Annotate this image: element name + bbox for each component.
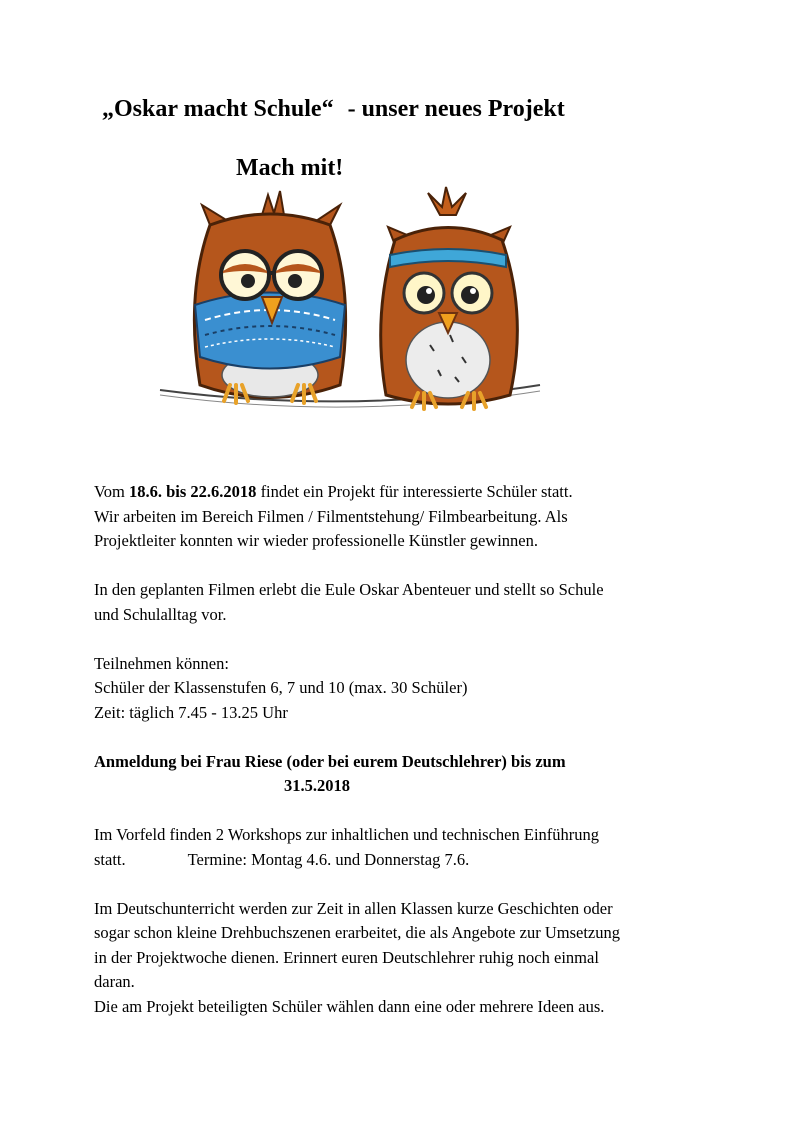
title-project-name: „Oskar macht Schule“ bbox=[102, 96, 334, 122]
paragraph-text: Projektleiter konnten wir wieder professionelle Künstler gewinnen. bbox=[94, 531, 539, 550]
paragraph-text: In den geplanten Filmen erlebt die Eule Oskar Abenteuer und stellt so Schule bbox=[94, 580, 604, 599]
dates-line: Vom 18.6. bis 22.6.2018 findet ein Projekt für interessierte Schüler statt. bbox=[94, 482, 573, 501]
paragraph-text: in der Projektwoche dienen. Erinnert euren Deutschlehrer ruhig noch einmal bbox=[94, 947, 599, 967]
paragraph-text: Die am Projekt beteiligten Schüler wählen dann eine oder mehrere Ideen aus. bbox=[94, 996, 605, 1016]
project-dates: 18.6. bis 22.6.2018 bbox=[129, 482, 257, 501]
paragraph-text: daran. bbox=[94, 972, 135, 991]
page-subtitle: Mach mit! bbox=[236, 155, 344, 181]
paragraph-text: sogar schon kleine Drehbuchszenen erarbeitet, die als Angebote zur Umsetzung bbox=[94, 923, 620, 942]
workshop-dates-line: statt. Termine: Montag 4.6. und Donnerstag 7.6. bbox=[94, 849, 470, 869]
paragraph-text: Im Vorfeld finden 2 Workshops zur inhaltlichen und technischen Einführung bbox=[94, 825, 600, 844]
participation-grades: Schüler der Klassenstufen 6, 7 und 10 (max. 30 Schüler) bbox=[94, 678, 468, 697]
paragraph-text: Im Deutschunterricht werden zur Zeit in allen Klassen kurze Geschichten oder bbox=[94, 898, 613, 918]
owl-oskar bbox=[194, 191, 345, 403]
registration-deadline: 31.5.2018 bbox=[284, 776, 350, 795]
registration-info: Anmeldung bei Frau Riese (oder bei eurem Deutschlehrer) bis zum bbox=[94, 751, 566, 771]
workshop-dates: Termine: Montag 4.6. und Donnerstag 7.6. bbox=[187, 849, 470, 869]
paragraph-text: Wir arbeiten im Bereich Filmen / Filmentstehung/ Filmbearbeitung. Als bbox=[94, 506, 568, 526]
owl-illustration bbox=[150, 185, 550, 435]
document-body bbox=[94, 480, 714, 1019]
owl-friend bbox=[381, 187, 518, 409]
participation-heading: Teilnehmen können: bbox=[94, 653, 229, 673]
title-tagline: - unser neues Projekt bbox=[347, 96, 565, 122]
paragraph-text: und Schulalltag vor. bbox=[94, 604, 227, 624]
participation-time: Zeit: täglich 7.45 - 13.25 Uhr bbox=[94, 702, 288, 722]
page-title bbox=[102, 96, 565, 123]
